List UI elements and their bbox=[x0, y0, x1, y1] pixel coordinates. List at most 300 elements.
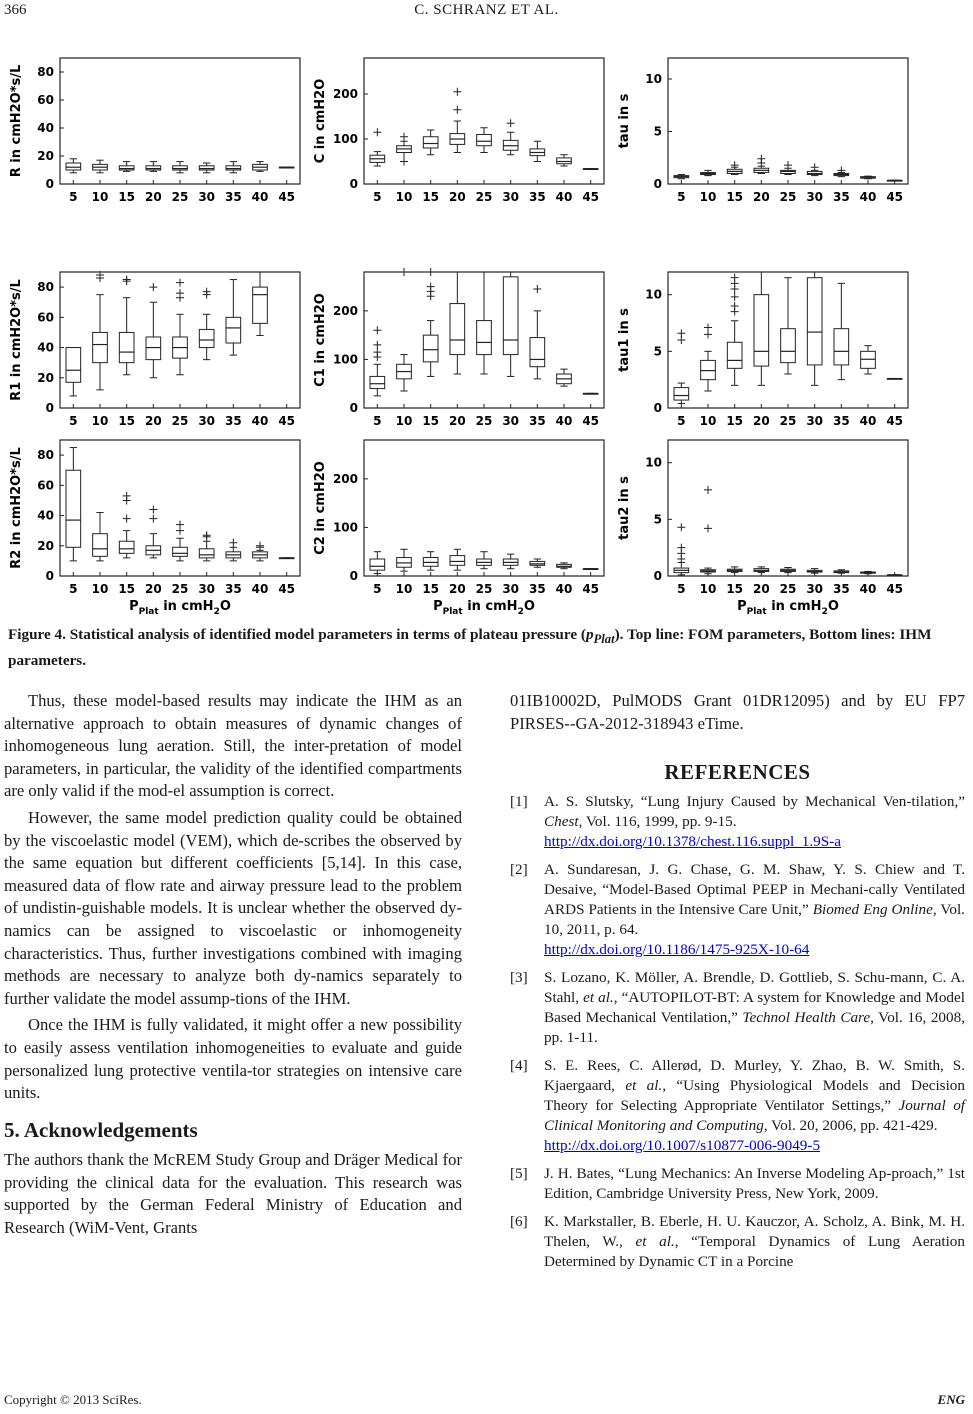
y-tick-label: 80 bbox=[37, 280, 54, 295]
box bbox=[119, 166, 134, 170]
reference-text: , “Temporal Dynamics of Lung Aeration Determined by Dynamic CT in a Porcine bbox=[544, 1232, 965, 1270]
outlier-mark bbox=[256, 542, 264, 550]
y-axis-label: R in cmH2O*s/L bbox=[9, 64, 24, 178]
box-whisker bbox=[807, 569, 822, 574]
box bbox=[477, 135, 492, 146]
box-whisker bbox=[450, 88, 465, 153]
x-tick-label: 10 bbox=[395, 414, 413, 428]
y-tick-label: 80 bbox=[37, 448, 54, 463]
box-whisker bbox=[397, 268, 412, 391]
paragraph: Once the IHM is fully validated, it might offer a new possibility to easily assess ventilation inhomogeneities to evaluate and guide personalized lung protective ventila-tor strategies on intensive care units. bbox=[4, 1015, 462, 1103]
x-tick-label: 40 bbox=[555, 190, 573, 204]
x-tick-label: 30 bbox=[198, 190, 216, 204]
box bbox=[173, 547, 188, 556]
box-whisker bbox=[781, 161, 796, 174]
x-tick-label: 25 bbox=[171, 190, 189, 204]
y-tick-label: 10 bbox=[645, 287, 662, 302]
x-axis-title-part: Plat bbox=[138, 607, 159, 617]
box bbox=[199, 549, 214, 558]
x-tick-label: 20 bbox=[752, 190, 770, 204]
box-whisker bbox=[397, 133, 412, 166]
box-whisker bbox=[727, 274, 742, 386]
box-whisker bbox=[423, 268, 438, 376]
box-whisker bbox=[583, 569, 598, 570]
doi-link[interactable]: http://dx.doi.org/10.1007/s10877-006-9049-5 bbox=[544, 1136, 821, 1154]
x-tick-label: 25 bbox=[171, 582, 189, 596]
outlier-mark bbox=[757, 155, 765, 163]
plot-frame bbox=[364, 58, 604, 184]
box-whisker bbox=[887, 180, 902, 181]
box-whisker bbox=[727, 161, 742, 174]
box-whisker bbox=[861, 176, 876, 179]
box bbox=[146, 166, 161, 170]
x-tick-label: 5 bbox=[677, 414, 686, 428]
x-tick-label: 30 bbox=[806, 190, 824, 204]
box-whisker bbox=[781, 568, 796, 573]
x-tick-label: 15 bbox=[422, 190, 440, 204]
x-tick-label: 35 bbox=[832, 582, 850, 596]
reference-text: et al. bbox=[635, 1232, 675, 1250]
x-tick-label: 45 bbox=[582, 414, 600, 428]
x-axis-title-part: Plat bbox=[746, 607, 767, 617]
outlier-mark bbox=[453, 106, 461, 114]
y-tick-label: 200 bbox=[332, 471, 358, 486]
y-tick-label: 40 bbox=[37, 121, 54, 135]
x-tick-label: 35 bbox=[528, 414, 546, 428]
box-whisker bbox=[450, 549, 465, 570]
outlier-mark bbox=[704, 486, 712, 494]
x-tick-label: 35 bbox=[224, 582, 242, 596]
x-tick-label: 45 bbox=[886, 582, 904, 596]
reference-number: [6] bbox=[510, 1212, 528, 1230]
x-axis-title-part: in cmH bbox=[462, 599, 518, 614]
reference-text: J. H. Bates, “Lung Mechanics: An Inverse Modeling Ap-proach,” 1st Edition, Cambridge University Press, New York, 2009. bbox=[544, 1164, 965, 1202]
boxplot-panel bbox=[304, 430, 614, 626]
x-tick-label: 20 bbox=[752, 414, 770, 428]
x-tick-label: 15 bbox=[422, 582, 440, 596]
box-whisker bbox=[674, 175, 689, 179]
box-whisker bbox=[173, 162, 188, 173]
x-axis-title-part: P bbox=[433, 599, 443, 614]
x-tick-label: 15 bbox=[118, 582, 136, 596]
reference-text: et al. bbox=[583, 988, 614, 1006]
box-whisker bbox=[66, 448, 81, 561]
y-tick-label: 0 bbox=[653, 569, 662, 583]
x-tick-label: 30 bbox=[198, 582, 216, 596]
y-tick-label: 20 bbox=[37, 370, 54, 385]
box-whisker bbox=[530, 141, 545, 161]
page-footer bbox=[4, 1392, 965, 1408]
x-tick-label: 5 bbox=[373, 190, 382, 204]
outlier-mark bbox=[229, 539, 237, 547]
x-axis-title-part: 2 bbox=[213, 607, 220, 617]
box bbox=[370, 376, 385, 388]
reference-number: [1] bbox=[510, 792, 528, 810]
box-whisker bbox=[423, 552, 438, 570]
paragraph: The authors thank the McREM Study Group and Dräger Medical for providing the clinical data for the evaluation. This research was supported by the German Federal Ministry of Education and Research (WiM-Vent, Grants bbox=[4, 1150, 462, 1238]
box-whisker bbox=[119, 492, 134, 558]
x-tick-label: 40 bbox=[859, 582, 877, 596]
x-tick-label: 40 bbox=[859, 190, 877, 204]
outlier-mark bbox=[677, 336, 685, 344]
boxplot-panel bbox=[0, 48, 310, 234]
reference-text: K. Markstaller, B. Eberle, H. U. Kauczor, A. Scholz, A. Bink, M. H. Thelen, W., bbox=[544, 1212, 965, 1250]
box-whisker bbox=[807, 272, 822, 385]
outlier-mark bbox=[123, 515, 131, 523]
box-whisker bbox=[370, 552, 385, 574]
reference-item bbox=[510, 792, 965, 852]
x-tick-label: 5 bbox=[69, 582, 78, 596]
box-whisker bbox=[199, 288, 214, 360]
box-whisker bbox=[781, 278, 796, 374]
y-tick-label: 0 bbox=[349, 401, 358, 415]
box-whisker bbox=[173, 521, 188, 561]
y-axis-label: C in cmH2O bbox=[313, 78, 328, 164]
reference-text: Journal of Clinical Monitoring and Computing bbox=[544, 1096, 966, 1134]
x-tick-label: 45 bbox=[278, 414, 296, 428]
box-whisker bbox=[807, 163, 822, 175]
x-tick-label: 35 bbox=[224, 190, 242, 204]
x-tick-label: 40 bbox=[251, 190, 269, 204]
y-tick-label: 100 bbox=[332, 520, 358, 535]
x-axis-title-part: O bbox=[219, 599, 231, 614]
box-whisker bbox=[93, 160, 108, 173]
box bbox=[807, 278, 822, 365]
reference-text: , Vol. 16, 2008, pp. 1-11. bbox=[544, 1008, 965, 1046]
reference-text: , “AUTOPILOT-BT: A system for Knowledge and Model Based Mechanical Ventilation,” bbox=[544, 988, 965, 1026]
outlier-mark bbox=[373, 341, 381, 349]
reference-text: , Vol. 10, 2011, p. 64. bbox=[544, 900, 965, 938]
box-whisker bbox=[754, 155, 769, 174]
box bbox=[199, 329, 214, 347]
boxplot-panel bbox=[0, 430, 310, 626]
x-tick-label: 10 bbox=[395, 582, 413, 596]
outlier-mark bbox=[731, 293, 739, 301]
y-tick-label: 0 bbox=[349, 569, 358, 583]
y-tick-label: 100 bbox=[332, 352, 358, 367]
right-column bbox=[510, 690, 965, 1280]
outlier-mark bbox=[176, 289, 184, 297]
box-whisker bbox=[503, 272, 518, 376]
box bbox=[450, 304, 465, 355]
box bbox=[423, 137, 438, 148]
x-tick-label: 25 bbox=[779, 190, 797, 204]
reference-text: , “Using Physiological Models and Decision Theory for Selecting Appropriate Ventilator Settings,” bbox=[544, 1076, 965, 1114]
y-tick-label: 5 bbox=[653, 124, 662, 139]
box bbox=[66, 470, 81, 547]
boxplot-panel bbox=[0, 262, 310, 458]
box-whisker bbox=[674, 329, 689, 403]
box-whisker bbox=[397, 549, 412, 571]
y-tick-label: 80 bbox=[37, 65, 54, 79]
x-tick-label: 45 bbox=[278, 190, 296, 204]
box-whisker bbox=[557, 563, 572, 569]
caption-p: p bbox=[585, 626, 594, 643]
x-axis-title bbox=[433, 599, 535, 617]
box-whisker bbox=[861, 346, 876, 374]
box-whisker bbox=[727, 567, 742, 573]
x-axis-title-part: in cmH bbox=[766, 599, 822, 614]
outlier-mark bbox=[373, 326, 381, 334]
y-tick-label: 100 bbox=[332, 132, 358, 146]
x-tick-label: 40 bbox=[859, 414, 877, 428]
box-whisker bbox=[226, 539, 241, 561]
box-whisker bbox=[701, 486, 716, 574]
x-tick-label: 40 bbox=[251, 414, 269, 428]
box-whisker bbox=[173, 279, 188, 375]
boxplot-panel bbox=[304, 48, 614, 234]
box bbox=[530, 338, 545, 367]
page-header bbox=[0, 0, 973, 26]
outlier-mark bbox=[123, 492, 131, 500]
box-whisker bbox=[450, 272, 465, 374]
x-axis-title bbox=[737, 599, 839, 617]
y-tick-label: 40 bbox=[37, 340, 54, 355]
x-tick-label: 5 bbox=[677, 582, 686, 596]
x-tick-label: 20 bbox=[144, 190, 162, 204]
box-whisker bbox=[66, 348, 81, 396]
box bbox=[423, 335, 438, 362]
y-tick-label: 5 bbox=[653, 512, 662, 527]
box bbox=[834, 329, 849, 365]
reference-text: A. S. Slutsky, “Lung Injury Caused by Mechanical Ven-tilation,” bbox=[544, 792, 965, 810]
x-tick-label: 25 bbox=[779, 414, 797, 428]
box-whisker bbox=[146, 506, 161, 558]
box bbox=[226, 317, 241, 343]
reference-number: [5] bbox=[510, 1164, 528, 1182]
x-tick-label: 20 bbox=[448, 414, 466, 428]
y-axis-label: tau in s bbox=[617, 93, 632, 149]
reference-number: [3] bbox=[510, 968, 528, 986]
y-tick-label: 60 bbox=[37, 310, 54, 325]
x-tick-label: 30 bbox=[502, 190, 520, 204]
box-whisker bbox=[477, 552, 492, 569]
x-tick-label: 15 bbox=[118, 190, 136, 204]
outlier-mark bbox=[677, 329, 685, 337]
y-tick-label: 60 bbox=[37, 478, 54, 493]
box-whisker bbox=[887, 575, 902, 576]
x-tick-label: 15 bbox=[726, 190, 744, 204]
box bbox=[781, 329, 796, 363]
box bbox=[477, 321, 492, 355]
box-whisker bbox=[557, 369, 572, 386]
outlier-mark bbox=[427, 268, 435, 276]
box-whisker bbox=[530, 285, 545, 379]
y-tick-label: 5 bbox=[653, 344, 662, 359]
x-tick-label: 25 bbox=[475, 582, 493, 596]
y-axis-label: tau1 in s bbox=[617, 308, 632, 372]
box-whisker bbox=[199, 163, 214, 173]
x-tick-label: 45 bbox=[582, 582, 600, 596]
x-tick-label: 10 bbox=[699, 414, 717, 428]
reference-text: A. Sundaresan, J. G. Chase, G. M. Shaw, Y. S. Chiew and T. Desaive, “Model-Based Optimal PEEP in Mechani-cally Ventilated ARDS Patients in the Intensive Care Unit,” bbox=[544, 860, 965, 918]
outlier-mark bbox=[533, 285, 541, 293]
box-whisker bbox=[530, 559, 545, 567]
outlier-mark bbox=[731, 161, 739, 169]
x-tick-label: 5 bbox=[373, 414, 382, 428]
y-tick-label: 40 bbox=[37, 508, 54, 523]
caption-text-a: Statistical analysis of identified model parameters in terms of plateau pressure ( bbox=[65, 626, 586, 643]
x-tick-label: 35 bbox=[528, 582, 546, 596]
outlier-mark bbox=[373, 348, 381, 356]
figure-caption bbox=[8, 624, 966, 671]
x-axis-title-part: 2 bbox=[517, 607, 524, 617]
box-whisker bbox=[226, 162, 241, 173]
box-whisker bbox=[503, 119, 518, 155]
reference-text: , Vol. 20, 2006, pp. 421-429. bbox=[763, 1116, 938, 1134]
page-number: 366 bbox=[4, 2, 27, 18]
x-tick-label: 25 bbox=[475, 190, 493, 204]
reference-text: S. E. Rees, C. Allerød, D. Murley, Y. Zhao, B. W. Smith, S. Kjaergaard, bbox=[544, 1056, 965, 1094]
outlier-mark bbox=[123, 276, 131, 284]
reference-item bbox=[510, 968, 965, 1048]
caption-text-b: ). Top line: FOM parameters, Bottom lines: IHM parameters. bbox=[8, 626, 932, 670]
outlier-mark bbox=[149, 515, 157, 523]
left-column bbox=[4, 690, 462, 1240]
box bbox=[93, 534, 108, 557]
box-whisker bbox=[557, 155, 572, 166]
box-whisker bbox=[66, 159, 81, 173]
doi-link[interactable]: http://dx.doi.org/10.1378/chest.116.suppl_1.9S-a bbox=[544, 832, 841, 850]
outlier-mark bbox=[373, 128, 381, 136]
caption-p-sub: Plat bbox=[593, 632, 615, 647]
box bbox=[253, 287, 268, 323]
x-tick-label: 45 bbox=[582, 190, 600, 204]
x-axis-title-part: 2 bbox=[821, 607, 828, 617]
box-whisker bbox=[674, 523, 689, 575]
x-tick-label: 15 bbox=[726, 414, 744, 428]
box bbox=[173, 166, 188, 170]
y-tick-label: 20 bbox=[37, 538, 54, 553]
outlier-mark bbox=[400, 268, 408, 276]
y-axis-label: tau2 in s bbox=[617, 476, 632, 540]
x-tick-label: 20 bbox=[752, 582, 770, 596]
x-tick-label: 5 bbox=[69, 414, 78, 428]
outlier-mark bbox=[704, 324, 712, 332]
y-tick-label: 10 bbox=[645, 72, 662, 86]
x-tick-label: 45 bbox=[886, 414, 904, 428]
box-whisker bbox=[701, 324, 716, 391]
x-tick-label: 10 bbox=[91, 190, 109, 204]
x-tick-label: 10 bbox=[395, 190, 413, 204]
outlier-mark bbox=[507, 119, 515, 127]
journal-abbrev: ENG bbox=[937, 1392, 965, 1407]
y-tick-label: 0 bbox=[349, 177, 358, 191]
y-tick-label: 0 bbox=[653, 177, 662, 191]
outlier-mark bbox=[176, 521, 184, 529]
y-tick-label: 10 bbox=[645, 455, 662, 470]
box bbox=[503, 277, 518, 355]
x-tick-label: 20 bbox=[144, 582, 162, 596]
box-whisker bbox=[834, 283, 849, 379]
outlier-mark bbox=[453, 88, 461, 96]
x-tick-label: 15 bbox=[726, 582, 744, 596]
x-tick-label: 20 bbox=[144, 414, 162, 428]
x-tick-label: 45 bbox=[278, 582, 296, 596]
outlier-mark bbox=[427, 283, 435, 291]
running-authors: C. SCHRANZ ET AL. bbox=[414, 2, 559, 18]
box bbox=[754, 295, 769, 366]
x-axis-title-part: P bbox=[737, 599, 747, 614]
x-tick-label: 25 bbox=[475, 414, 493, 428]
reference-text: Biomed Eng Online bbox=[812, 900, 933, 918]
x-tick-label: 35 bbox=[528, 190, 546, 204]
box-whisker bbox=[834, 166, 849, 176]
y-axis-label: C1 in cmH2O bbox=[313, 293, 328, 387]
box-whisker bbox=[834, 570, 849, 573]
box-whisker bbox=[253, 272, 268, 335]
x-tick-label: 10 bbox=[699, 582, 717, 596]
box-whisker bbox=[226, 280, 241, 356]
outlier-mark bbox=[149, 283, 157, 291]
x-tick-label: 25 bbox=[779, 582, 797, 596]
x-tick-label: 45 bbox=[886, 190, 904, 204]
x-tick-label: 15 bbox=[118, 414, 136, 428]
box bbox=[557, 158, 572, 164]
reference-item bbox=[510, 860, 965, 960]
x-tick-label: 40 bbox=[555, 582, 573, 596]
box-whisker bbox=[370, 326, 385, 396]
doi-link[interactable]: http://dx.doi.org/10.1186/1475-925X-10-64 bbox=[544, 940, 810, 958]
box-whisker bbox=[93, 271, 108, 390]
box-whisker bbox=[119, 276, 134, 375]
x-tick-label: 35 bbox=[224, 414, 242, 428]
outlier-mark bbox=[731, 302, 739, 310]
outlier-mark bbox=[677, 544, 685, 552]
paragraph: However, the same model prediction quality could be obtained by the viscoelastic model (VEM), which de-scribes the observed by the same equation but different coefficients [5,14]. In this case, measured data of flow rate and airway pressure lead to the problem of undistin-guishable models. It is unclear whether the observed dy-namics can be assigned to viscoelastic or inhomogeneity characteristics. Thus, further investigations combined with imaging methods are necessary to analyze both dy-namics separately to further validate the model assump-tions of the IHM. bbox=[4, 807, 462, 1008]
x-tick-label: 5 bbox=[677, 190, 686, 204]
outlier-mark bbox=[203, 531, 211, 539]
box bbox=[226, 166, 241, 170]
x-axis-title-part: O bbox=[827, 599, 839, 614]
reference-text: et al. bbox=[625, 1076, 663, 1094]
reference-text: S. Lozano, K. Möller, A. Brendle, D. Gottlieb, S. Schu-mann, C. A. Stahl, bbox=[544, 968, 965, 1006]
x-axis-title bbox=[129, 599, 231, 617]
outlier-mark bbox=[704, 524, 712, 532]
x-tick-label: 15 bbox=[422, 414, 440, 428]
paragraph: 01IB10002D, PulMODS Grant 01DR12095) and by EU FP7 PIRSES--GA-2012-318943 eTime. bbox=[510, 691, 965, 733]
box-whisker bbox=[477, 272, 492, 374]
boxplot-panel bbox=[608, 262, 918, 458]
box bbox=[727, 342, 742, 368]
reference-item bbox=[510, 1164, 965, 1204]
y-axis-label: R1 in cmH2O*s/L bbox=[9, 279, 24, 401]
x-tick-label: 40 bbox=[251, 582, 269, 596]
plot-frame bbox=[668, 440, 908, 576]
box-whisker bbox=[279, 558, 294, 559]
box bbox=[119, 541, 134, 553]
box-whisker bbox=[146, 162, 161, 172]
y-axis-label: R2 in cmH2O*s/L bbox=[9, 447, 24, 569]
outlier-mark bbox=[704, 330, 712, 338]
y-tick-label: 200 bbox=[332, 303, 358, 318]
x-axis-title-part: in cmH bbox=[158, 599, 214, 614]
y-axis-label: C2 in cmH2O bbox=[313, 461, 328, 555]
x-tick-label: 30 bbox=[198, 414, 216, 428]
reference-text: Technol Health Care bbox=[742, 1008, 871, 1026]
reference-item bbox=[510, 1056, 965, 1156]
outlier-mark bbox=[149, 506, 157, 514]
box-whisker bbox=[887, 379, 902, 380]
box-whisker bbox=[754, 272, 769, 385]
box-whisker bbox=[503, 554, 518, 569]
outlier-mark bbox=[176, 279, 184, 287]
x-tick-label: 30 bbox=[502, 582, 520, 596]
box-whisker bbox=[370, 128, 385, 166]
section-title: 5. Acknowledgements bbox=[4, 1117, 198, 1142]
box bbox=[66, 348, 81, 383]
caption-label: Figure 4. bbox=[8, 626, 66, 643]
